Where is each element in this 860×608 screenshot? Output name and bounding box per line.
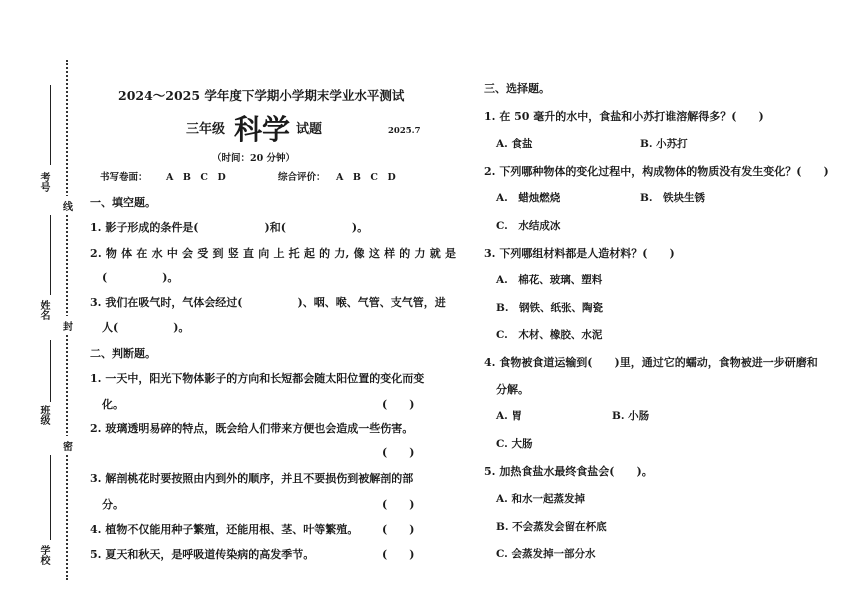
choice-q2-option-c[interactable]: C. 水结成冰 (496, 220, 561, 232)
choice-q4-option-c[interactable]: C. 大肠 (496, 438, 533, 450)
fill-blank-q3-cont: 人( )。 (102, 321, 190, 334)
binding-mark-line: 线 (63, 196, 73, 215)
choice-section-title: 三、选择题。 (484, 82, 550, 95)
name-field[interactable] (50, 215, 51, 295)
choice-q2-option-a[interactable]: A. 蜡烛燃烧 (496, 192, 561, 204)
school-field[interactable] (50, 455, 51, 540)
true-false-q3: 3. 解剖桃花时要按照由内到外的顺序，并且不要损伤到被解剖的部 (90, 472, 414, 485)
true-false-q4: 4. 植物不仅能用种子繁殖，还能用根、茎、叶等繁殖。 (90, 523, 359, 536)
school-label: 学校 (38, 545, 49, 565)
exam-title: 2024～2025 学年度下学期小学期末学业水平测试 (118, 88, 405, 103)
choice-q1-option-b[interactable]: B. 小苏打 (640, 138, 688, 150)
choice-q3: 3. 下列哪组材料都是人造材料？( ) (484, 247, 675, 260)
choice-q4-option-b[interactable]: B. 小肠 (612, 410, 650, 422)
choice-q5-option-a[interactable]: A. 和水一起蒸发掉 (496, 493, 585, 505)
choice-q5-option-b[interactable]: B. 不会蒸发会留在杯底 (496, 521, 607, 533)
true-false-q1-answer[interactable]: ( ) (382, 398, 415, 411)
choice-q5-option-c[interactable]: C. 会蒸发掉一部分水 (496, 548, 596, 560)
exam-number-field[interactable] (50, 85, 51, 165)
choice-q2: 2. 下列哪种物体的变化过程中，构成物体的物质没有发生变化？( ) (484, 165, 829, 178)
subject-title: 科学 (234, 113, 291, 146)
overall-label: 综合评价： (278, 172, 326, 183)
true-false-q1-cont: 化。 (102, 398, 124, 411)
class-field[interactable] (50, 340, 51, 402)
fill-blank-q2-cont: ( )。 (102, 271, 179, 284)
binding-mark-seal: 封 (63, 316, 73, 335)
fill-blank-q2: 2. 物 体 在 水 中 会 受 到 竖 直 向 上 托 起 的 力, 像 这 样 的 力 就 是 (90, 247, 457, 260)
binding-mark-secret: 密 (63, 436, 73, 455)
true-false-q2-answer[interactable]: ( ) (382, 446, 415, 459)
choice-q4-cont: 分解。 (496, 383, 529, 396)
exam-number-label: 考号 (38, 172, 49, 192)
class-label: 班级 (38, 405, 49, 425)
choice-q3-option-a[interactable]: A. 棉花、玻璃、塑料 (496, 274, 603, 286)
choice-q4: 4. 食物被食道运输到( )里，通过它的蠕动，食物被进一步研磨和 (484, 356, 818, 369)
true-false-q5: 5. 夏天和秋天，是呼吸道传染病的高发季节。 (90, 548, 315, 561)
exam-duration: （时间：20 分钟） (212, 153, 296, 164)
true-false-q2: 2. 玻璃透明易碎的特点，既会给人们带来方便也会造成一些伤害。 (90, 422, 414, 435)
grade-label: 三年级 (186, 122, 226, 137)
choice-q3-option-c[interactable]: C. 木材、橡胶、水泥 (496, 329, 603, 341)
choice-q4-option-a[interactable]: A. 胃 (496, 410, 522, 422)
true-false-q3-cont: 分。 (102, 498, 124, 511)
exam-date: 2025.7 (388, 126, 421, 136)
fill-blank-q3: 3. 我们在吸气时，气体会经过( )、咽、喉、气管、支气管，进 (90, 296, 446, 309)
fill-blank-q1: 1. 影子形成的条件是( )和( )。 (90, 221, 369, 234)
choice-q2-option-b[interactable]: B. 铁块生锈 (640, 192, 706, 204)
choice-q3-option-b[interactable]: B. 钢铁、纸张、陶瓷 (496, 302, 604, 314)
fill-blank-section-title: 一、填空题。 (90, 196, 156, 209)
true-false-section-title: 二、判断题。 (90, 347, 156, 360)
choice-q1: 1. 在 50 毫升的水中，食盐和小苏打谁溶解得多？( ) (484, 110, 764, 123)
choice-q1-option-a[interactable]: A. 食盐 (496, 138, 533, 150)
overall-grades: A B C D (336, 172, 396, 183)
paper-type-label: 试题 (296, 122, 323, 137)
name-label: 姓名 (38, 300, 49, 320)
neatness-label: 书写卷面： (100, 172, 148, 183)
choice-q5: 5. 加热食盐水最终食盐会( )。 (484, 465, 653, 478)
true-false-q5-answer[interactable]: ( ) (382, 548, 415, 561)
true-false-q4-answer[interactable]: ( ) (382, 523, 415, 536)
true-false-q1: 1. 一天中，阳光下物体影子的方向和长短都会随太阳位置的变化而变 (90, 372, 425, 385)
true-false-q3-answer[interactable]: ( ) (382, 498, 415, 511)
neatness-grades: A B C D (166, 172, 226, 183)
